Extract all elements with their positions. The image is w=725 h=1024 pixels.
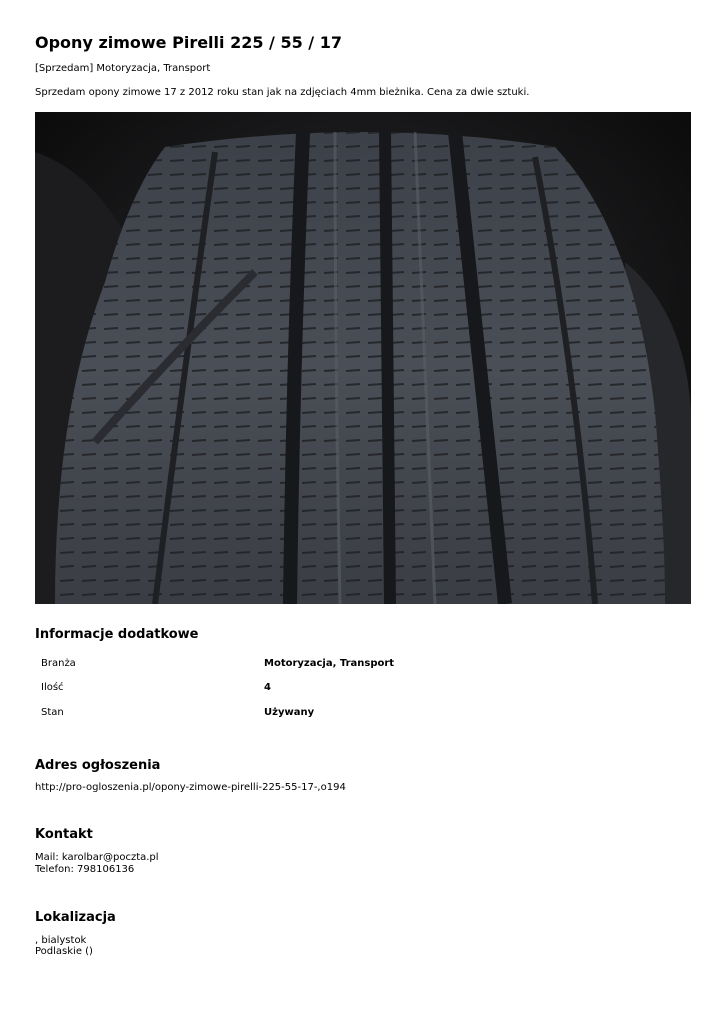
info-table — [35, 651, 691, 725]
listing-url[interactable]: http://pro-ogloszenia.pl/opony-zimowe-pirelli-225-55-17-,o194 — [35, 782, 346, 793]
info-heading: Informacje dodatkowe — [35, 627, 199, 642]
info-label: Ilość — [41, 682, 64, 694]
listing-description: Sprzedam opony zimowe 17 z 2012 roku stan jak na zdjęciach 4mm bieżnika. Cena za dwie sztuki. — [35, 87, 530, 98]
info-label: Stan — [41, 706, 64, 718]
listing-category: [Sprzedam] Motoryzacja, Transport — [35, 63, 211, 74]
info-value: 4 — [264, 682, 271, 694]
contact-heading: Kontakt — [35, 827, 93, 842]
table-row — [35, 651, 691, 676]
listing-title: Opony zimowe Pirelli 225 / 55 / 17 — [35, 33, 342, 52]
location-region: Podlaskie () — [35, 946, 93, 957]
table-row — [35, 676, 691, 701]
info-value: Używany — [264, 706, 315, 718]
tire-photo — [35, 112, 691, 604]
location-heading: Lokalizacja — [35, 910, 116, 925]
address-heading: Adres ogłoszenia — [35, 758, 161, 773]
info-value: Motoryzacja, Transport — [264, 657, 395, 669]
location-city: , bialystok — [35, 935, 87, 946]
tire-photo-image — [35, 112, 691, 604]
info-label: Branża — [41, 657, 76, 669]
contact-mail[interactable]: Mail: karolbar@poczta.pl — [35, 852, 159, 863]
contact-phone[interactable]: Telefon: 798106136 — [35, 864, 135, 875]
table-row — [35, 700, 691, 725]
